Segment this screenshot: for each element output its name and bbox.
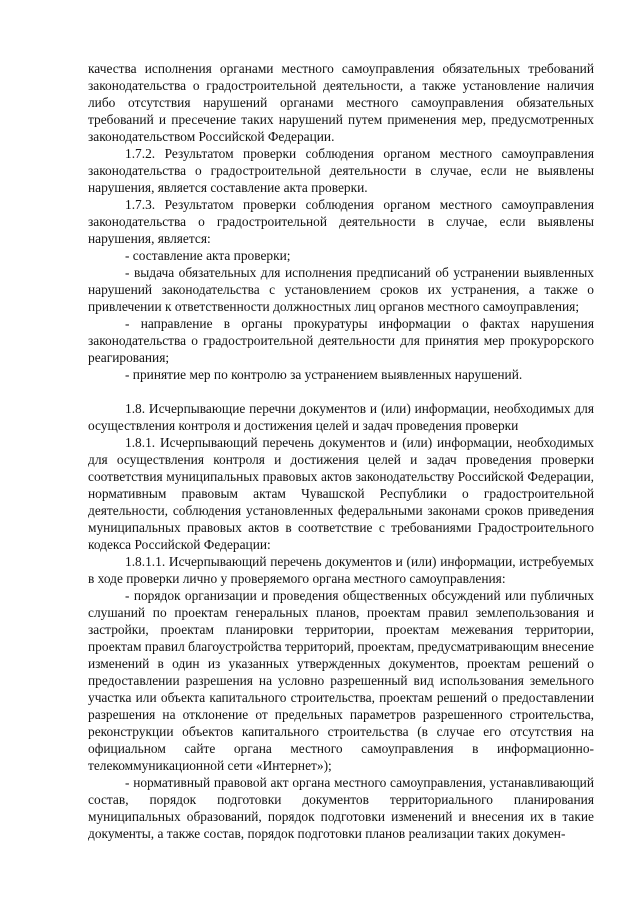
document-page bbox=[88, 60, 594, 842]
paragraph-continuation: качества исполнения органами местного самоуправления обязательных требований законодательства о градостроительной деятельности, а также установление наличия либо отсутствия нарушений органами местного самоуправления обязательных требований и пресечение таких нарушений путем применения мер, предусмотренных законодательством Российской Федерации. bbox=[88, 61, 594, 144]
section-heading-1-8: 1.8. Исчерпывающие перечни документов и (или) информации, необходимых для осуществления контроля и достижения целей и задач проведения проверки bbox=[88, 401, 594, 433]
section-gap bbox=[88, 383, 594, 400]
paragraph-1-7-2: 1.7.2. Результатом проверки соблюдения органом местного самоуправления законодательства о градостроительной деятельности в случае, если не выявлены нарушения, является составление акта проверки. bbox=[88, 146, 594, 195]
list-item-prosecutor: - направление в органы прокуратуры информации о фактах нарушения законодательства о градостроительной деятельности для принятия мер прокурорского реагирования; bbox=[88, 316, 594, 365]
list-item-prescriptions: - выдача обязательных для исполнения предписаний об устранении выявленных нарушений законодательства с установлением сроков их устранения, а также о привлечении к ответственности должностных лиц органов местного самоуправления; bbox=[88, 265, 594, 314]
paragraph-1-8-1-1: 1.8.1.1. Исчерпывающий перечень документов и (или) информации, истребуемых в ходе проверки лично у проверяемого органа местного самоуправления: bbox=[88, 554, 594, 586]
list-item-hearings: - порядок организации и проведения общественных обсуждений или публичных слушаний по проектам генеральных планов, проектам правил землепользования и застройки, проектам планировки территории, проектам межевания территории, проектам правил благоустройства территорий, проектам, предусматривающим внесение изменений в один из указанных утвержденных документов, проектам решений о предоставлении разрешения на условно разрешенный вид использования земельного участка или объекта капитального строительства, проектам решений о предоставлении разрешения на отклонение от предельных параметров разрешенного строительства, реконструкции объектов капитального строительства (в случае его отсутствия на официальном сайте органа местного самоуправления в информационно-телекоммуникационной сети «Интернет»); bbox=[88, 588, 594, 773]
list-item-act: - составление акта проверки; bbox=[125, 248, 291, 263]
paragraph-1-7-3: 1.7.3. Результатом проверки соблюдения органом местного самоуправления законодательства о градостроительной деятельности в случае, если выявлены нарушения, является: bbox=[88, 197, 594, 246]
list-item-normative-act: - нормативный правовой акт органа местного самоуправления, устанавливающий состав, порядок подготовки документов территориального планирования муниципальных образований, порядок подготовки изменений и внесения их в такие документы, а также состав, порядок подготовки планов реализации таких докумен- bbox=[88, 775, 594, 841]
paragraph-1-8-1: 1.8.1. Исчерпывающий перечень документов и (или) информации, необходимых для осуществления контроля и достижения целей и задач проведения проверки соответствия муниципальных правовых актов законодательству Российской Федерации, нормативным правовым актам Чувашской Республики о градостроительной деятельности, соблюдения установленных федеральными законами сроков приведения муниципальных правовых актов в соответствие с требованиями Градостроительного кодекса Российской Федерации: bbox=[88, 435, 594, 552]
list-item-control: - принятие мер по контролю за устранением выявленных нарушений. bbox=[125, 367, 523, 382]
